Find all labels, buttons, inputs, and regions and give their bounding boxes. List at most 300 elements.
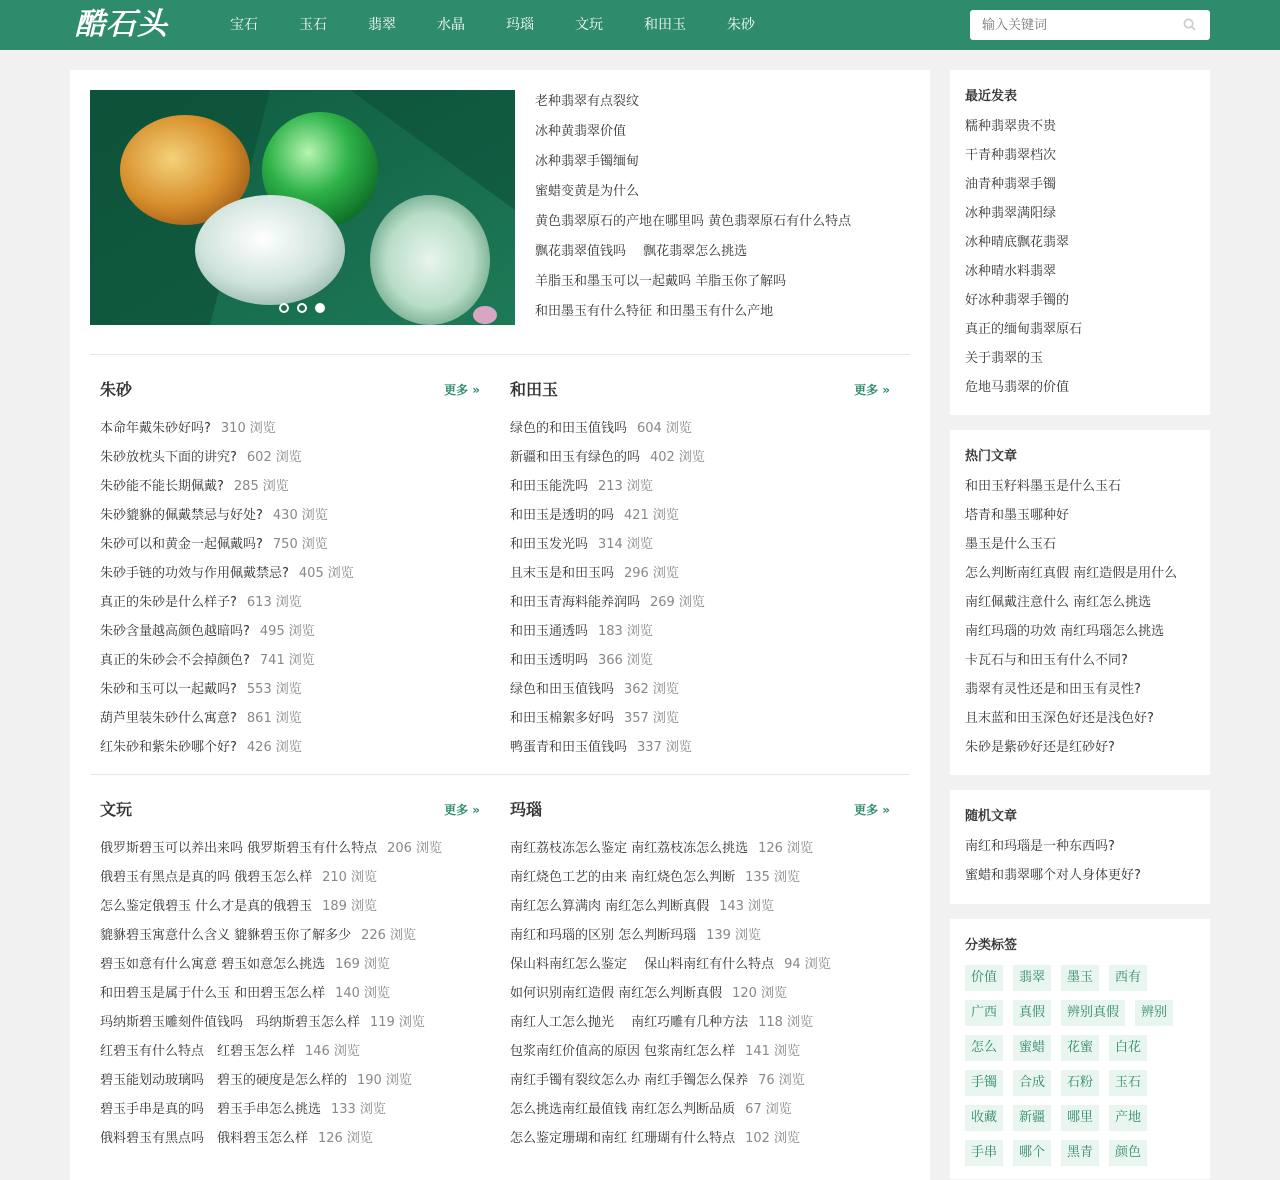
sidebar-link[interactable]: 塔青和墨玉哪种好	[965, 508, 1070, 523]
featured-link[interactable]: 飘花翡翠值钱吗 飘花翡翠怎么挑选	[535, 244, 748, 259]
list-item	[100, 867, 490, 896]
tag-link[interactable]: 白花	[1109, 1035, 1147, 1061]
article-link[interactable]: 和田玉透明吗	[510, 653, 589, 668]
view-count: 405	[298, 566, 324, 581]
more-link[interactable]: 更多 »	[854, 383, 890, 397]
view-count-suffix: 浏览	[652, 566, 679, 581]
category-title: 玛瑙	[510, 800, 543, 819]
view-count: 337	[637, 740, 662, 755]
tag-link[interactable]: 真假	[1013, 1000, 1051, 1026]
view-count-suffix: 浏览	[626, 624, 653, 639]
view-count-suffix: 浏览	[665, 740, 692, 755]
nav-item-wenwan[interactable]: 文玩	[575, 17, 603, 33]
list-item	[100, 1128, 490, 1157]
article-link[interactable]: 朱砂能不能长期佩戴?	[100, 479, 224, 494]
list-item	[510, 838, 900, 867]
view-count: 102	[745, 1131, 770, 1146]
sidebar-link[interactable]: 冰种晴水料翡翠	[965, 264, 1057, 279]
tag-link[interactable]: 产地	[1109, 1105, 1147, 1131]
tag-link[interactable]: 新疆	[1013, 1105, 1051, 1131]
sidebar-link[interactable]: 和田玉籽料墨玉是什么玉石	[965, 479, 1122, 494]
widget-title: 最近发表	[965, 89, 1018, 104]
tag-link[interactable]: 石粉	[1061, 1070, 1099, 1096]
main-content	[70, 70, 930, 1180]
article-link[interactable]: 红朱砂和紫朱砂哪个好?	[100, 740, 237, 755]
list-item	[100, 983, 490, 1012]
list-item	[965, 290, 1205, 319]
sidebar-link[interactable]: 糯种翡翠贵不贵	[965, 119, 1057, 134]
view-count: 426	[246, 740, 272, 755]
list-item	[100, 505, 490, 534]
view-count-suffix: 浏览	[249, 421, 276, 436]
view-count: 553	[246, 682, 272, 697]
view-count-suffix: 浏览	[626, 479, 653, 494]
view-count: 269	[650, 595, 675, 610]
view-count-suffix: 浏览	[773, 870, 800, 885]
view-count-suffix: 浏览	[626, 653, 653, 668]
list-item	[965, 261, 1205, 290]
view-count: 119	[370, 1015, 395, 1030]
tag-link[interactable]: 哪里	[1061, 1105, 1099, 1131]
list-item	[965, 865, 1205, 894]
article-link[interactable]: 南红荔枝冻怎么鉴定 南红荔枝冻怎么挑选	[510, 841, 749, 856]
featured-link[interactable]: 冰种翡翠手镯缅甸	[535, 154, 640, 169]
slider-dot-1[interactable]	[279, 303, 289, 313]
recent-list	[965, 116, 1205, 406]
view-count-suffix: 浏览	[786, 1015, 813, 1030]
view-count-suffix: 浏览	[747, 899, 774, 914]
view-count-suffix: 浏览	[652, 508, 679, 523]
view-count-suffix: 浏览	[773, 1044, 800, 1059]
view-count: 314	[598, 537, 623, 552]
article-link[interactable]: 和田玉能洗吗	[510, 479, 589, 494]
article-link[interactable]: 俄料碧玉有黑点吗 俄料碧玉怎么样	[100, 1131, 309, 1146]
view-count-suffix: 浏览	[385, 1073, 412, 1088]
list-item	[510, 534, 900, 563]
view-count: 296	[624, 566, 649, 581]
list-item	[965, 174, 1205, 203]
list-item	[510, 1012, 900, 1041]
nav-item-agate[interactable]: 玛瑙	[506, 17, 534, 33]
sidebar-link[interactable]: 怎么判断南红真假 南红造假是用什么	[965, 566, 1178, 581]
view-count: 861	[246, 711, 272, 726]
view-count-suffix: 浏览	[415, 841, 442, 856]
list-item	[100, 447, 490, 476]
article-link[interactable]: 南红怎么算满肉 南红怎么判断真假	[510, 899, 710, 914]
view-count: 143	[719, 899, 744, 914]
featured-link[interactable]: 羊脂玉和墨玉可以一起戴吗 羊脂玉你了解吗	[535, 274, 787, 289]
article-link[interactable]: 和田玉青海料能养润吗	[510, 595, 641, 610]
sidebar-link[interactable]: 南红玛瑙的功效 南红玛瑙怎么挑选	[965, 624, 1165, 639]
view-count-suffix: 浏览	[652, 711, 679, 726]
more-link[interactable]: 更多 »	[444, 803, 480, 817]
tag-link[interactable]: 黑青	[1061, 1140, 1099, 1166]
view-count-suffix: 浏览	[765, 1102, 792, 1117]
tag-link[interactable]: 手镯	[965, 1070, 1003, 1096]
article-link[interactable]: 绿色和田玉值钱吗	[510, 682, 615, 697]
list-item	[965, 621, 1205, 650]
view-count-suffix: 浏览	[626, 537, 653, 552]
view-count: 146	[305, 1044, 330, 1059]
article-link[interactable]: 碧玉如意有什么寓意 碧玉如意怎么挑选	[100, 957, 326, 972]
hot-list	[965, 476, 1205, 766]
featured-link[interactable]: 蜜蜡变黄是为什么	[535, 184, 640, 199]
list-item	[510, 867, 900, 896]
view-count: 118	[758, 1015, 783, 1030]
list-item	[100, 896, 490, 925]
featured-link[interactable]: 和田墨玉有什么特征 和田墨玉有什么产地	[535, 304, 774, 319]
article-link[interactable]: 南红烧色工艺的由来 南红烧色怎么判断	[510, 870, 736, 885]
list-item	[965, 708, 1205, 737]
list-item	[965, 203, 1205, 232]
list-item	[100, 621, 490, 650]
article-link[interactable]: 和田玉发光吗	[510, 537, 589, 552]
slider-dots	[279, 303, 325, 313]
view-count: 750	[272, 537, 298, 552]
article-link[interactable]: 貔貅碧玉寓意什么含义 貔貅碧玉你了解多少	[100, 928, 352, 943]
view-count: 604	[637, 421, 662, 436]
view-count: 206	[387, 841, 412, 856]
nav-item-hetian[interactable]: 和田玉	[644, 17, 686, 33]
nav-item-gem[interactable]: 宝石	[230, 17, 258, 33]
view-count: 94	[784, 957, 801, 972]
sidebar-link[interactable]: 翡翠有灵性还是和田玉有灵性?	[965, 682, 1141, 697]
search-input[interactable]	[970, 10, 1170, 40]
list-item	[100, 679, 490, 708]
view-count-suffix: 浏览	[275, 595, 302, 610]
article-link[interactable]: 真正的朱砂会不会掉颜色?	[100, 653, 250, 668]
tag-cloud	[965, 965, 1200, 1175]
view-count: 602	[246, 450, 272, 465]
list-item	[100, 838, 490, 867]
article-list	[510, 418, 900, 766]
view-count: 183	[598, 624, 623, 639]
view-count-suffix: 浏览	[773, 1131, 800, 1146]
list-item	[965, 737, 1205, 766]
divider	[90, 774, 910, 775]
view-count-suffix: 浏览	[363, 957, 390, 972]
view-count: 421	[624, 508, 649, 523]
random-list	[965, 836, 1205, 894]
sidebar-link[interactable]: 真正的缅甸翡翠原石	[965, 322, 1083, 337]
view-count: 285	[233, 479, 259, 494]
list-item	[510, 476, 900, 505]
widget-title: 随机文章	[965, 809, 1018, 824]
sidebar-hot	[950, 430, 1210, 775]
article-link[interactable]: 朱砂含量越高颜色越暗吗?	[100, 624, 250, 639]
article-link[interactable]: 和田玉通透吗	[510, 624, 589, 639]
tag-link[interactable]: 价值	[965, 965, 1003, 991]
view-count-suffix: 浏览	[786, 841, 813, 856]
view-count: 126	[758, 841, 783, 856]
list-item	[510, 1070, 900, 1099]
list-item	[100, 1012, 490, 1041]
view-count: 135	[745, 870, 770, 885]
sidebar-link[interactable]: 朱砂是紫砂好还是红砂好?	[965, 740, 1115, 755]
category-hetian	[500, 379, 900, 759]
article-link[interactable]: 玛纳斯碧玉雕刻件值钱吗 玛纳斯碧玉怎么样	[100, 1015, 361, 1030]
sidebar-link[interactable]: 南红和玛瑙是一种东西吗?	[965, 839, 1115, 854]
main-nav	[230, 0, 796, 50]
featured-list	[535, 90, 915, 330]
view-count: 139	[706, 928, 731, 943]
list-item	[965, 377, 1205, 406]
list-item	[965, 348, 1205, 377]
tag-link[interactable]: 广西	[965, 1000, 1003, 1026]
list-item	[965, 319, 1205, 348]
list-item	[510, 1128, 900, 1157]
tag-link[interactable]: 收藏	[965, 1105, 1003, 1131]
list-item	[510, 954, 900, 983]
view-count: 495	[259, 624, 285, 639]
list-item	[965, 116, 1205, 145]
view-count-suffix: 浏览	[288, 624, 315, 639]
divider	[90, 354, 910, 355]
list-item	[965, 476, 1205, 505]
article-link[interactable]: 红碧玉有什么特点 红碧玉怎么样	[100, 1044, 296, 1059]
category-wenwan	[90, 799, 490, 1180]
sidebar-link[interactable]: 危地马翡翠的价值	[965, 380, 1070, 395]
view-count-suffix: 浏览	[275, 682, 302, 697]
banner-slider[interactable]	[90, 90, 515, 325]
view-count-suffix: 浏览	[760, 986, 787, 1001]
view-count: 120	[732, 986, 757, 1001]
featured-link[interactable]: 老种翡翠有点裂纹	[535, 94, 640, 109]
nav-item-jadeite[interactable]: 翡翠	[368, 17, 396, 33]
sidebar-random	[950, 790, 1210, 904]
view-count-suffix: 浏览	[359, 1102, 386, 1117]
article-link[interactable]: 南红和玛瑙的区别 怎么判断玛瑙	[510, 928, 697, 943]
tag-link[interactable]: 辨别	[1135, 1000, 1173, 1026]
featured-link[interactable]: 冰种黄翡翠价值	[535, 124, 627, 139]
view-count-suffix: 浏览	[301, 508, 328, 523]
slider-dot-2[interactable]	[297, 303, 307, 313]
site-logo[interactable]: 酷石头	[75, 7, 168, 42]
view-count-suffix: 浏览	[389, 928, 416, 943]
list-item	[510, 896, 900, 925]
tag-link[interactable]: 哪个	[1013, 1140, 1051, 1166]
category-title: 文玩	[100, 800, 133, 819]
sidebar-link[interactable]: 卡瓦石与和田玉有什么不同?	[965, 653, 1128, 668]
view-count-suffix: 浏览	[363, 986, 390, 1001]
view-count: 133	[331, 1102, 356, 1117]
list-item	[100, 954, 490, 983]
list-item	[965, 232, 1205, 261]
list-item	[100, 650, 490, 679]
list-item	[965, 534, 1205, 563]
list-item	[510, 679, 900, 708]
view-count-suffix: 浏览	[398, 1015, 425, 1030]
article-list	[100, 418, 490, 766]
nav-item-jade[interactable]: 玉石	[299, 17, 327, 33]
list-item	[100, 476, 490, 505]
article-link[interactable]: 朱砂放枕头下面的讲究?	[100, 450, 237, 465]
slider-dot-3[interactable]	[315, 303, 325, 313]
list-item	[510, 737, 900, 766]
list-item	[510, 621, 900, 650]
view-count-suffix: 浏览	[778, 1073, 805, 1088]
sidebar-link[interactable]: 冰种翡翠满阳绿	[965, 206, 1057, 221]
article-link[interactable]: 南红人工怎么抛光 南红巧雕有几种方法	[510, 1015, 749, 1030]
search-box	[970, 10, 1210, 40]
sidebar-link[interactable]: 关于翡翠的玉	[965, 351, 1044, 366]
article-link[interactable]: 朱砂可以和黄金一起佩戴吗?	[100, 537, 263, 552]
sidebar-tags	[950, 919, 1210, 1179]
category-title: 和田玉	[510, 380, 559, 399]
view-count: 213	[598, 479, 623, 494]
tag-link[interactable]: 颜色	[1109, 1140, 1147, 1166]
list-item	[510, 708, 900, 737]
list-item	[965, 650, 1205, 679]
view-count-suffix: 浏览	[734, 928, 761, 943]
tag-link[interactable]: 合成	[1013, 1070, 1051, 1096]
list-item	[965, 505, 1205, 534]
view-count: 189	[322, 899, 347, 914]
view-count: 226	[361, 928, 386, 943]
sidebar-link[interactable]: 墨玉是什么玉石	[965, 537, 1057, 552]
view-count-suffix: 浏览	[678, 595, 705, 610]
tag-link[interactable]: 花蜜	[1061, 1035, 1099, 1061]
list-item	[965, 836, 1205, 865]
view-count-suffix: 浏览	[333, 1044, 360, 1059]
view-count-suffix: 浏览	[275, 740, 302, 755]
tag-link[interactable]: 翡翠	[1013, 965, 1051, 991]
view-count: 126	[318, 1131, 343, 1146]
tag-link[interactable]: 玉石	[1109, 1070, 1147, 1096]
article-link[interactable]: 朱砂貔貅的佩戴禁忌与好处?	[100, 508, 263, 523]
sidebar-link[interactable]: 蜜蜡和翡翠哪个对人身体更好?	[965, 868, 1141, 883]
article-link[interactable]: 朱砂和玉可以一起戴吗?	[100, 682, 237, 697]
sidebar-recent	[950, 70, 1210, 415]
list-item	[510, 418, 900, 447]
article-link[interactable]: 如何识别南红造假 南红怎么判断真假	[510, 986, 723, 1001]
article-link[interactable]: 和田玉是透明的吗	[510, 508, 615, 523]
list-item	[510, 563, 900, 592]
article-link[interactable]: 保山料南红怎么鉴定 保山料南红有什么特点	[510, 957, 775, 972]
tag-link[interactable]: 手串	[965, 1140, 1003, 1166]
category-cinnabar	[90, 379, 490, 759]
list-item	[100, 418, 490, 447]
nav-item-crystal[interactable]: 水晶	[437, 17, 465, 33]
article-link[interactable]: 真正的朱砂是什么样子?	[100, 595, 237, 610]
sidebar-link[interactable]: 冰种晴底飘花翡翠	[965, 235, 1070, 250]
article-link[interactable]: 新疆和田玉有绿色的吗	[510, 450, 641, 465]
article-link[interactable]: 怎么鉴定俄碧玉 什么才是真的俄碧玉	[100, 899, 313, 914]
article-link[interactable]: 怎么鉴定珊瑚和南红 红珊瑚有什么特点	[510, 1131, 736, 1146]
view-count-suffix: 浏览	[262, 479, 289, 494]
sidebar-link[interactable]: 干青种翡翠档次	[965, 148, 1057, 163]
list-item	[100, 1099, 490, 1128]
list-item	[100, 563, 490, 592]
featured-link[interactable]: 黄色翡翠原石的产地在哪里吗 黄色翡翠原石有什么特点	[535, 214, 852, 229]
article-link[interactable]: 绿色的和田玉值钱吗	[510, 421, 628, 436]
list-item	[100, 1041, 490, 1070]
article-list	[100, 838, 490, 1157]
view-count-suffix: 浏览	[301, 537, 328, 552]
view-count-suffix: 浏览	[275, 450, 302, 465]
view-count: 190	[357, 1073, 382, 1088]
view-count-suffix: 浏览	[804, 957, 831, 972]
sidebar-link[interactable]: 好冰种翡翠手镯的	[965, 293, 1070, 308]
list-item	[100, 925, 490, 954]
view-count: 362	[624, 682, 649, 697]
article-link[interactable]: 和田玉棉絮多好吗	[510, 711, 615, 726]
view-count: 366	[598, 653, 623, 668]
search-icon[interactable]	[1183, 18, 1196, 31]
more-link[interactable]: 更多 »	[444, 383, 480, 397]
sidebar-link[interactable]: 油青种翡翠手镯	[965, 177, 1057, 192]
list-item	[965, 592, 1205, 621]
article-link[interactable]: 鸭蛋青和田玉值钱吗	[510, 740, 628, 755]
more-link[interactable]: 更多 »	[854, 803, 890, 817]
view-count: 67	[745, 1102, 762, 1117]
view-count: 140	[335, 986, 360, 1001]
article-link[interactable]: 碧玉手串是真的吗 碧玉手串怎么挑选	[100, 1102, 322, 1117]
article-link[interactable]: 南红手镯有裂纹怎么办 南红手镯怎么保养	[510, 1073, 749, 1088]
widget-title: 分类标签	[965, 938, 1018, 953]
article-link[interactable]: 和田碧玉是属于什么玉 和田碧玉怎么样	[100, 986, 326, 1001]
article-link[interactable]: 包浆南红价值高的原因 包浆南红怎么样	[510, 1044, 736, 1059]
view-count: 76	[758, 1073, 775, 1088]
list-item	[965, 563, 1205, 592]
list-item	[510, 983, 900, 1012]
article-link[interactable]: 葫芦里装朱砂什么寓意?	[100, 711, 237, 726]
tag-link[interactable]: 西有	[1109, 965, 1147, 991]
tag-link[interactable]: 蜜蜡	[1013, 1035, 1051, 1061]
view-count-suffix: 浏览	[652, 682, 679, 697]
top-navbar	[0, 0, 1280, 50]
tag-link[interactable]: 怎么	[965, 1035, 1003, 1061]
widget-title: 热门文章	[965, 449, 1018, 464]
view-count-suffix: 浏览	[678, 450, 705, 465]
view-count: 310	[220, 421, 246, 436]
view-count: 357	[624, 711, 649, 726]
list-item	[510, 592, 900, 621]
tag-link[interactable]: 辨别真假	[1061, 1000, 1125, 1026]
list-item	[965, 145, 1205, 174]
sidebar-link[interactable]: 且末蓝和田玉深色好还是浅色好?	[965, 711, 1154, 726]
list-item	[100, 708, 490, 737]
article-link[interactable]: 朱砂手链的功效与作用佩戴禁忌?	[100, 566, 289, 581]
category-agate	[500, 799, 900, 1180]
view-count-suffix: 浏览	[288, 653, 315, 668]
article-link[interactable]: 怎么挑选南红最值钱 南红怎么判断品质	[510, 1102, 736, 1117]
article-link[interactable]: 碧玉能划动玻璃吗 碧玉的硬度是怎么样的	[100, 1073, 348, 1088]
view-count: 430	[272, 508, 298, 523]
view-count-suffix: 浏览	[275, 711, 302, 726]
list-item	[510, 925, 900, 954]
view-count-suffix: 浏览	[350, 870, 377, 885]
view-count: 141	[745, 1044, 770, 1059]
list-item	[510, 505, 900, 534]
list-item	[100, 1070, 490, 1099]
view-count-suffix: 浏览	[346, 1131, 373, 1146]
list-item	[510, 650, 900, 679]
article-link[interactable]: 且末玉是和田玉吗	[510, 566, 615, 581]
list-item	[100, 592, 490, 621]
tag-link[interactable]: 墨玉	[1061, 965, 1099, 991]
nav-item-cinnabar[interactable]: 朱砂	[727, 17, 755, 33]
view-count-suffix: 浏览	[327, 566, 354, 581]
list-item	[510, 447, 900, 476]
view-count: 613	[246, 595, 272, 610]
article-link[interactable]: 俄罗斯碧玉可以养出来吗 俄罗斯碧玉有什么特点	[100, 841, 378, 856]
article-link[interactable]: 俄碧玉有黑点是真的吗 俄碧玉怎么样	[100, 870, 313, 885]
article-link[interactable]: 本命年戴朱砂好吗?	[100, 421, 211, 436]
sidebar-link[interactable]: 南红佩戴注意什么 南红怎么挑选	[965, 595, 1152, 610]
banner-image	[90, 90, 515, 325]
category-title: 朱砂	[100, 380, 133, 399]
